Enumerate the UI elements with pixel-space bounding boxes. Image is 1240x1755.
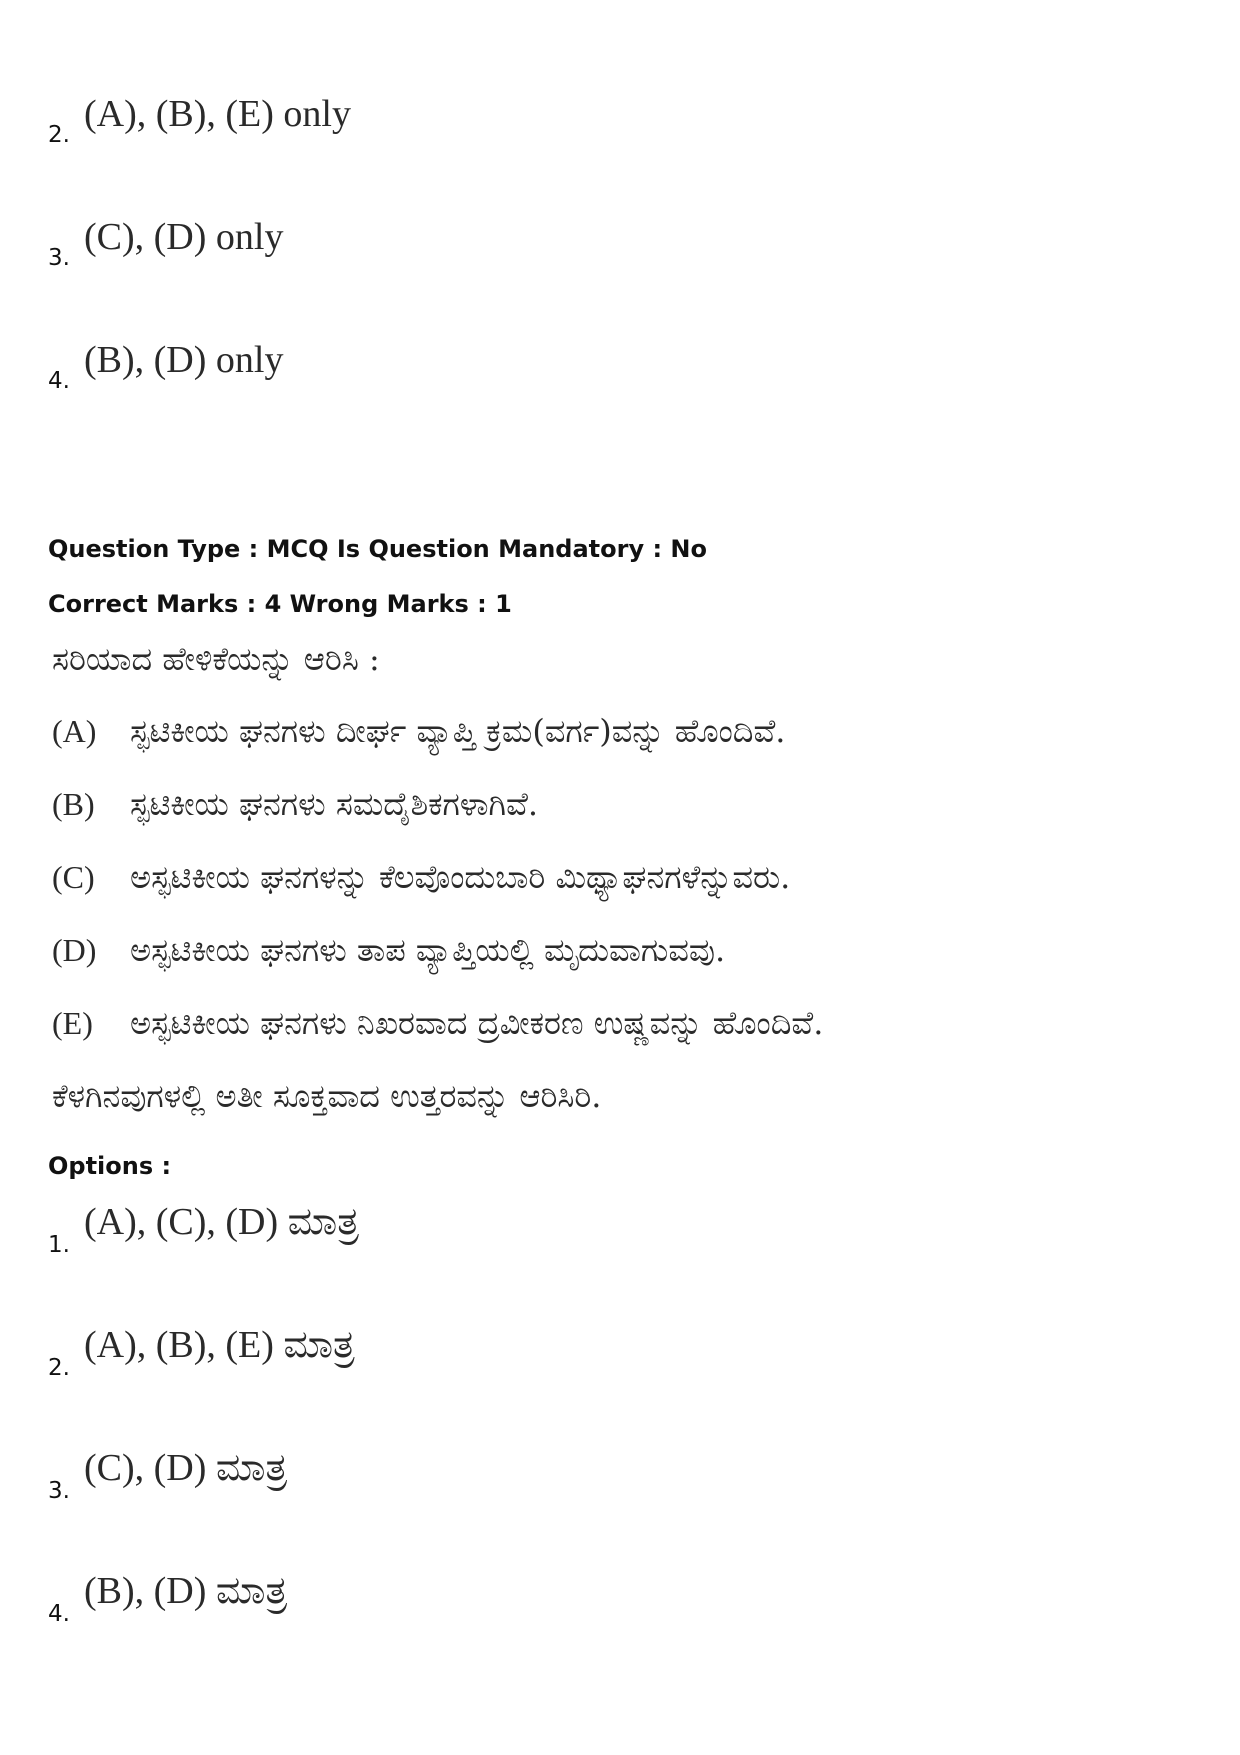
option-text: (A), (B), (E) only [84,93,351,135]
statement-text: ಅಸ್ಫಟಿಕೀಯ ಘನಗಳು ನಿಖರವಾದ ದ್ರವೀಕರಣ ಉಷ್ಣವನ್ನು ಹೊಂದಿವೆ. [130,1004,824,1042]
statement-label: (C) [52,859,95,895]
statement-label: (D) [52,932,97,968]
option-text: (A), (C), (D) ಮಾತ್ರ [84,1201,359,1243]
option-text: (C), (D) ಮಾತ್ರ [84,1447,288,1489]
option-number: 3. [48,1478,70,1504]
statement-text: ಸ್ಫಟಿಕೀಯ ಘನಗಳು ದೀರ್ಘ ವ್ಯಾಪ್ತಿ ಕ್ರಮ(ವರ್ಗ)ವನ್ನು ಹೊಂದಿವೆ. [130,712,786,750]
statement-text: ಸ್ಫಟಿಕೀಯ ಘನಗಳು ಸಮದೈಶಿಕಗಳಾಗಿವೆ. [130,785,539,823]
statement-d [52,931,725,970]
question-type-line: Question Type : MCQ Is Question Mandatory : No [48,535,707,563]
marks-line: Correct Marks : 4 Wrong Marks : 1 [48,590,512,618]
option-text: (C), (D) only [84,216,284,258]
option-number: 1. [48,1232,70,1258]
statement-e [52,1004,823,1043]
options-label: Options : [48,1152,172,1180]
option-text: (B), (D) ಮಾತ್ರ [84,1570,288,1612]
option-number: 2. [48,122,70,148]
statement-text: ಅಸ್ಫಟಿಕೀಯ ಘನಗಳನ್ನು ಕೆಲವೊಂದುಬಾರಿ ಮಿಥ್ಯಾಘನಗಳೆನ್ನುವರು. [130,858,791,896]
statement-label: (E) [52,1005,93,1041]
statement-text: ಅಸ್ಫಟಿಕೀಯ ಘನಗಳು ತಾಪ ವ್ಯಾಪ್ತಿಯಲ್ಲಿ ಮೃದುವಾಗುವವು. [130,931,726,969]
question-instruction: ಕೆಳಗಿನವುಗಳಲ್ಲಿ ಅತೀ ಸೂಕ್ತವಾದ ಉತ್ತರವನ್ನು ಆರಿಸಿರಿ. [52,1077,602,1115]
question-prompt: ಸರಿಯಾದ ಹೇಳಿಕೆಯನ್ನು ಆರಿಸಿ : [52,640,380,678]
option-text: (A), (B), (E) ಮಾತ್ರ [84,1324,355,1366]
statement-a [52,712,785,751]
statement-label: (B) [52,786,95,822]
statement-label: (A) [52,713,97,749]
option-number: 3. [48,245,70,271]
option-number: 2. [48,1355,70,1381]
statement-b [52,785,538,824]
option-text: (B), (D) only [84,339,284,381]
option-number: 4. [48,1601,70,1627]
statement-c [52,858,790,897]
option-number: 4. [48,368,70,394]
